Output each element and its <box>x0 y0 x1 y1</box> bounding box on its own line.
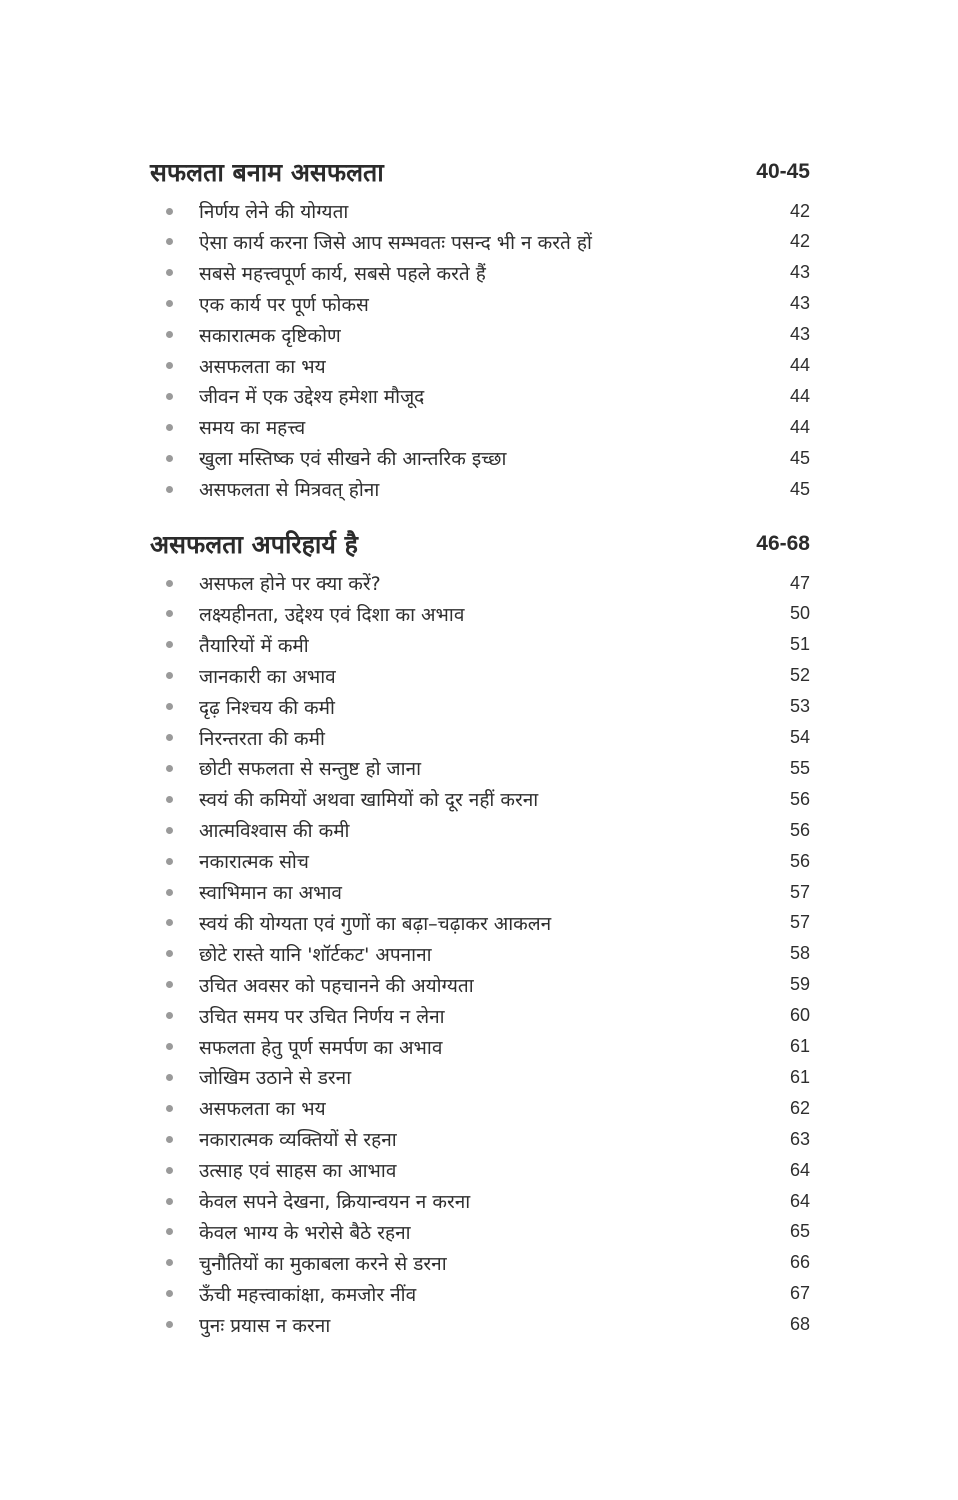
entry-title: एक कार्य पर पूर्ण फोकस <box>199 293 369 316</box>
entry-page-number: 44 <box>789 355 810 375</box>
bullet-icon <box>166 796 173 803</box>
entry-title: सफलता हेतु पूर्ण समर्पण का अभाव <box>199 1036 443 1059</box>
entry-title: दृढ़ निश्चय की कमी <box>199 696 335 719</box>
bullet-icon <box>166 1167 173 1174</box>
toc-entry <box>160 412 810 442</box>
bullet-icon <box>166 765 173 772</box>
bullet-icon <box>166 486 173 493</box>
entry-page-number: 63 <box>789 1128 810 1149</box>
toc-entry <box>160 320 810 350</box>
toc-entry <box>160 258 810 288</box>
entry-title: नकारात्मक सोच <box>199 851 309 874</box>
section-heading <box>150 152 810 192</box>
bullet-icon <box>166 238 173 245</box>
toc-entry <box>160 1217 810 1247</box>
entry-title: निर्णय लेने की योग्यता <box>199 201 349 223</box>
toc-entry <box>160 784 810 814</box>
entry-page-number: 58 <box>789 943 810 964</box>
bullet-icon <box>166 889 173 896</box>
entry-title: लक्ष्यहीनता, उद्देश्य एवं दिशा का अभाव <box>199 603 465 626</box>
toc-entry <box>160 599 810 629</box>
toc-entry <box>160 908 810 938</box>
bullet-icon <box>166 858 173 865</box>
bullet-icon <box>166 919 173 926</box>
entry-title: जानकारी का अभाव <box>199 665 336 688</box>
toc-entry <box>160 1186 810 1216</box>
entry-page-number: 54 <box>789 727 810 747</box>
entry-page-number: 67 <box>789 1283 810 1304</box>
section-page-range: 46-68 <box>756 532 810 555</box>
bullet-icon <box>166 1321 173 1328</box>
bullet-icon <box>166 424 173 431</box>
toc-entry <box>160 846 810 876</box>
bullet-icon <box>166 362 173 369</box>
entry-title: आत्मविश्वास की कमी <box>199 820 350 843</box>
bullet-icon <box>166 1259 173 1266</box>
toc-entry <box>160 196 810 226</box>
entry-page-number: 43 <box>789 293 810 314</box>
bullet-icon <box>166 331 173 338</box>
entry-title: उचित अवसर को पहचानने की अयोग्यता <box>199 974 474 997</box>
toc-entry <box>160 289 810 319</box>
entry-title: उत्साह एवं साहस का आभाव <box>199 1160 397 1183</box>
toc-entry <box>160 970 810 1000</box>
entry-page-number: 42 <box>789 200 810 221</box>
bullet-icon <box>166 455 173 462</box>
toc-entry <box>160 1032 810 1062</box>
bullet-icon <box>166 981 173 988</box>
toc-entry <box>160 351 810 381</box>
bullet-icon <box>166 1136 173 1143</box>
bullet-icon <box>166 1198 173 1205</box>
entry-page-number: 44 <box>789 416 810 437</box>
section-title: सफलता बनाम असफलता <box>150 158 384 187</box>
bullet-icon <box>166 1043 173 1050</box>
entry-page-number: 56 <box>789 788 810 809</box>
toc-entry <box>160 723 810 753</box>
entry-page-number: 65 <box>789 1221 810 1242</box>
entry-title: केवल सपने देखना, क्रियान्वयन न करना <box>199 1191 471 1213</box>
toc-entry <box>160 692 810 722</box>
bullet-icon <box>166 1074 173 1081</box>
toc-entry <box>160 877 810 907</box>
entry-page-number: 59 <box>789 974 810 995</box>
entry-title: स्वाभिमान का अभाव <box>199 882 342 904</box>
entry-page-number: 51 <box>789 634 810 655</box>
toc-entry <box>160 1279 810 1309</box>
toc-entry <box>160 1248 810 1278</box>
entry-page-number: 62 <box>789 1097 810 1118</box>
entry-title: असफलता का भय <box>199 1098 326 1121</box>
entry-page-number: 43 <box>789 324 810 345</box>
entry-page-number: 47 <box>789 572 810 593</box>
bullet-icon <box>166 208 173 215</box>
entry-title: छोटे रास्ते यानि 'शॉर्टकट' अपनाना <box>199 943 432 966</box>
entry-page-number: 57 <box>789 912 810 933</box>
entry-title: असफलता से मित्रवत् होना <box>199 479 380 502</box>
bullet-icon <box>166 827 173 834</box>
entry-title: सकारात्मक दृष्टिकोण <box>199 324 341 347</box>
entry-title: तैयारियों में कमी <box>199 634 309 657</box>
entry-page-number: 52 <box>789 665 810 686</box>
toc-entry <box>160 1124 810 1154</box>
toc-entry <box>160 661 810 691</box>
bullet-icon <box>166 1290 173 1297</box>
entry-page-number: 56 <box>789 819 810 840</box>
entry-title: खुला मस्तिष्क एवं सीखने की आन्तरिक इच्छा <box>199 448 507 471</box>
bullet-icon <box>166 703 173 710</box>
entry-title: असफल होने पर क्या करें? <box>199 573 381 595</box>
entry-title: स्वयं की योग्यता एवं गुणों का बढ़ा–चढ़ाकर आकलन <box>199 912 552 935</box>
entry-page-number: 45 <box>789 478 810 499</box>
bullet-icon <box>166 1228 173 1235</box>
toc-entry <box>160 1310 810 1340</box>
section-title: असफलता अपरिहार्य है <box>150 530 358 559</box>
entry-title: सबसे महत्त्वपूर्ण कार्य, सबसे पहले करते हैं <box>199 262 486 285</box>
bullet-icon <box>166 1105 173 1112</box>
toc-entry <box>160 227 810 257</box>
entry-page-number: 55 <box>789 757 810 778</box>
toc-entry <box>160 474 810 504</box>
entry-page-number: 56 <box>789 850 810 871</box>
toc-entry <box>160 568 810 598</box>
toc-entry <box>160 939 810 969</box>
entry-title: ऊँची महत्त्वाकांक्षा, कमजोर नींव <box>199 1283 417 1306</box>
bullet-icon <box>166 950 173 957</box>
bullet-icon <box>166 672 173 679</box>
bullet-icon <box>166 641 173 648</box>
entry-page-number: 61 <box>789 1036 810 1056</box>
bullet-icon <box>166 1012 173 1019</box>
bullet-icon <box>166 269 173 276</box>
entry-page-number: 57 <box>789 881 810 902</box>
entry-page-number: 53 <box>789 696 810 717</box>
bullet-icon <box>166 610 173 617</box>
entry-title: चुनौतियों का मुकाबला करने से डरना <box>199 1252 447 1275</box>
entry-title: समय का महत्त्व <box>199 417 306 440</box>
entry-title: असफलता का भय <box>199 355 326 378</box>
toc-entry <box>160 1093 810 1123</box>
entry-title: उचित समय पर उचित निर्णय न लेना <box>199 1005 445 1028</box>
toc-entry <box>160 1001 810 1031</box>
toc-entry <box>160 1062 810 1092</box>
entry-title: निरन्तरता की कमी <box>199 727 325 750</box>
bullet-icon <box>166 734 173 741</box>
toc-entry <box>160 1155 810 1185</box>
entry-title: पुनः प्रयास न करना <box>199 1314 331 1337</box>
toc-entry <box>160 815 810 845</box>
entry-page-number: 43 <box>789 262 810 283</box>
entry-title: जोखिम उठाने से डरना <box>199 1067 352 1090</box>
entry-page-number: 50 <box>789 603 810 624</box>
entry-page-number: 42 <box>789 231 810 252</box>
entry-title: स्वयं की कमियों अथवा खामियों को दूर नहीं करना <box>199 789 539 812</box>
toc-entry <box>160 753 810 783</box>
bullet-icon <box>166 300 173 307</box>
entry-page-number: 44 <box>789 385 810 406</box>
entry-title: ऐसा कार्य करना जिसे आप सम्भवतः पसन्द भी न करते हों <box>199 231 592 254</box>
toc-entry <box>160 630 810 660</box>
entry-page-number: 68 <box>789 1314 810 1335</box>
entry-title: जीवन में एक उद्देश्य हमेशा मौजूद <box>199 386 425 409</box>
entry-title: केवल भाग्य के भरोसे बैठे रहना <box>199 1221 411 1244</box>
entry-page-number: 61 <box>789 1066 810 1087</box>
toc-entry <box>160 443 810 473</box>
toc-entry <box>160 381 810 411</box>
section-page-range: 40-45 <box>756 160 810 183</box>
entry-page-number: 64 <box>789 1159 810 1180</box>
entry-title: नकारात्मक व्यक्तियों से रहना <box>199 1129 397 1152</box>
entry-page-number: 66 <box>789 1252 810 1273</box>
entry-page-number: 45 <box>789 447 810 468</box>
entry-page-number: 64 <box>789 1190 810 1211</box>
entry-title: छोटी सफलता से सन्तुष्ट हो जाना <box>199 758 422 781</box>
bullet-icon <box>166 580 173 587</box>
section-heading <box>150 524 810 564</box>
entry-page-number: 60 <box>789 1005 810 1026</box>
bullet-icon <box>166 393 173 400</box>
